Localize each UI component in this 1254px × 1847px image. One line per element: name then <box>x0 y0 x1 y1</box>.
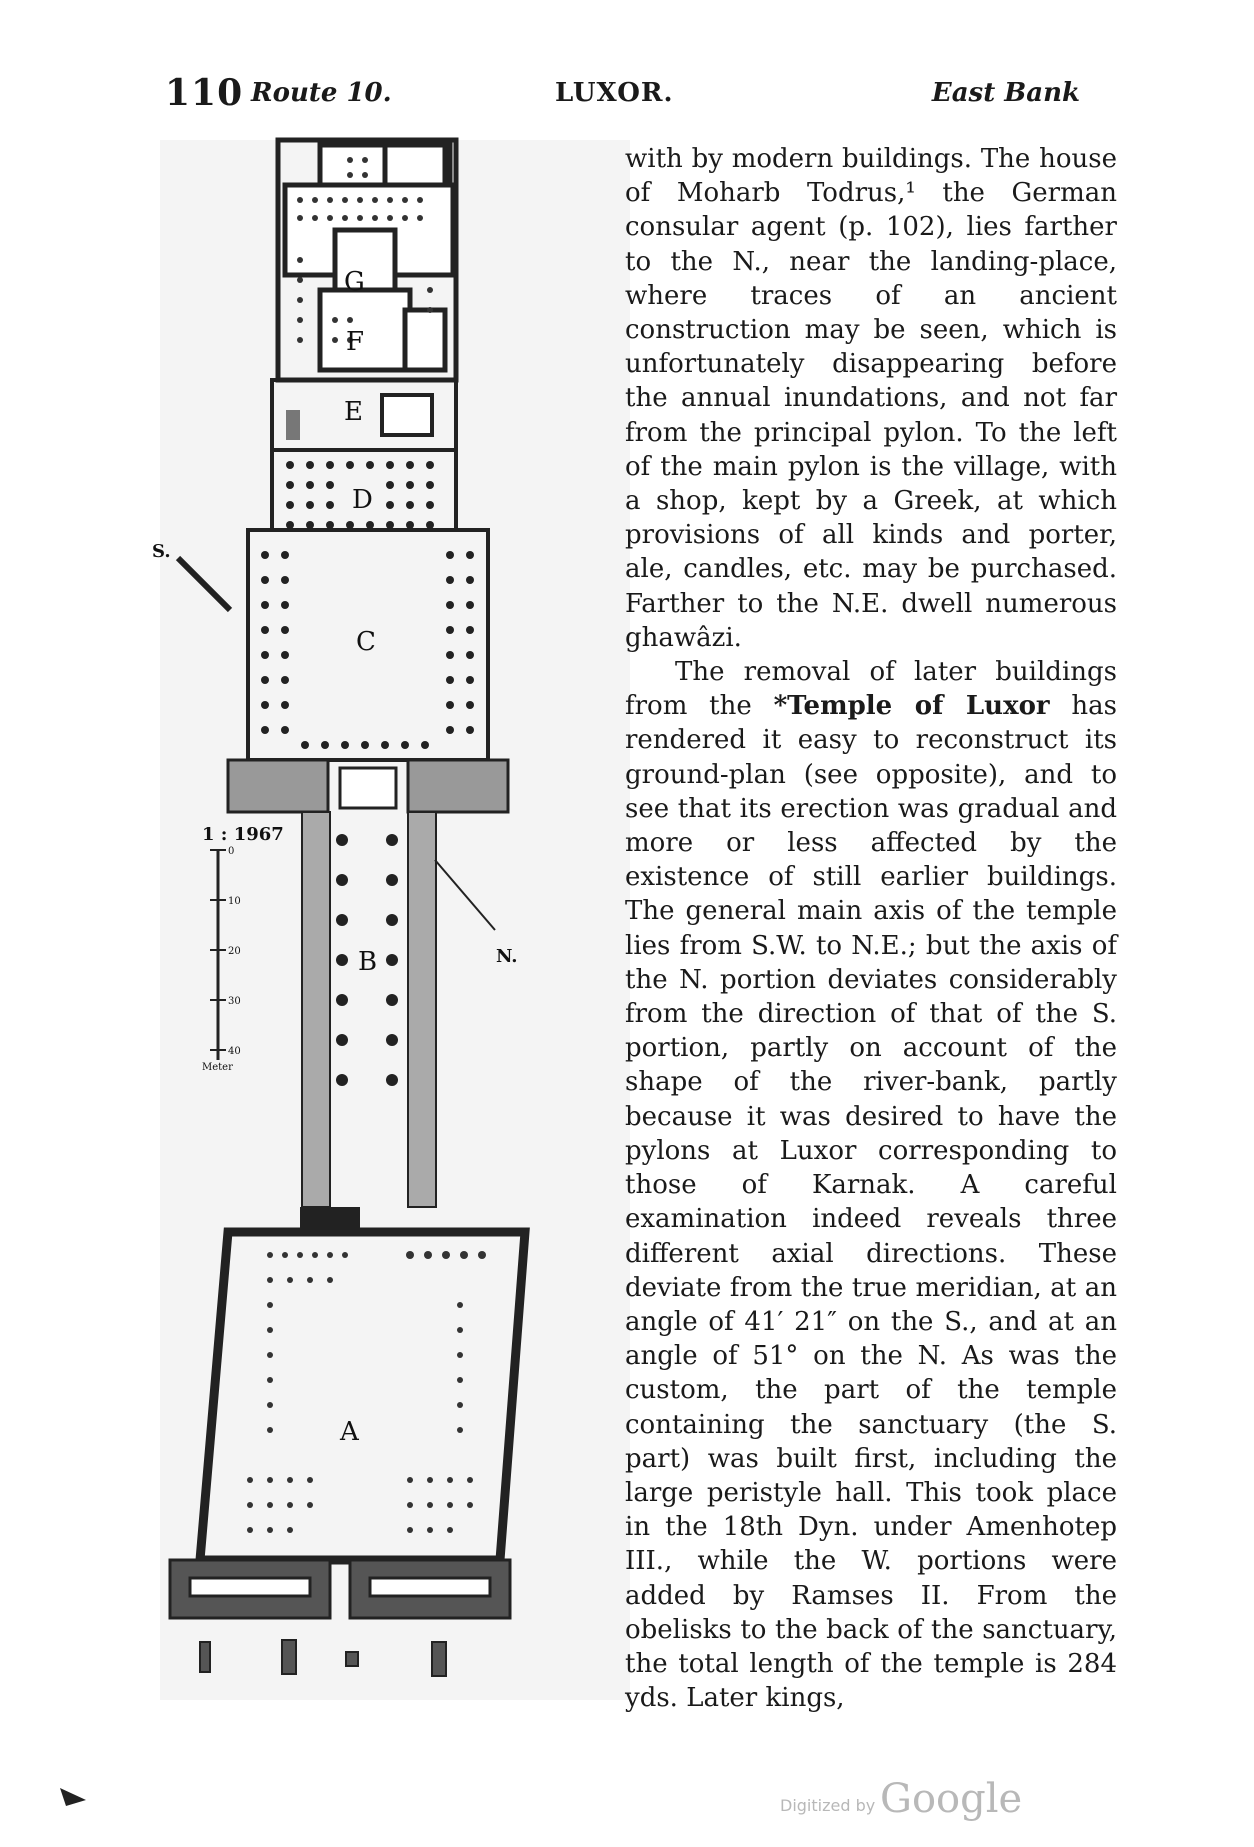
temple-of-luxor-heading: *Temple of Luxor <box>773 691 1050 722</box>
paragraph-1: with by modern buildings. The house of Moharb Todrus,¹ the German consular agent (p. 102), lies farther to the N., near the landing-place, where traces of an ancient construction may be seen, which is unfortunately disappearing before the annual inundations, and not far from the principal pylon. To the left of the main pylon is the village, with a shop, kept by a Greek, at which provisions of all kinds and porter, ale, candles, etc. may be purchased. Farther to the N.E. dwell numerous ghawâzi. <box>625 144 1117 653</box>
scale-tick-10: 10 <box>228 896 241 907</box>
scale-tick-30: 30 <box>228 996 241 1007</box>
scale-label: 1 : 1967 <box>202 824 284 845</box>
page-arrow-icon <box>60 1788 86 1806</box>
scale-tick-0: 0 <box>228 846 235 857</box>
running-header <box>165 72 1080 120</box>
google-logo: Google <box>880 1776 1023 1822</box>
temple-ground-plan <box>152 140 630 1735</box>
plan-label-f: F <box>346 327 365 357</box>
compass-south: S. <box>152 541 171 562</box>
plan-label-e: E <box>344 397 363 427</box>
section-label: East Bank <box>931 78 1080 108</box>
digitized-by-watermark <box>780 1776 1030 1826</box>
plan-label-g: G <box>344 267 365 297</box>
scale-tick-20: 20 <box>228 946 241 957</box>
paragraph-2-before: The removal of later buildings from the <box>625 657 1117 722</box>
pylon-c <box>228 760 508 812</box>
page-number: 110 <box>165 72 244 114</box>
paragraph-2-after: has rendered it easy to reconstruct its ground-plan (see opposite), and to see that its erection was gradual and more or less affected by the existence of still earlier buildings. The general main axis of the temple lies from S.W. to N.E.; but the axis of the N. portion deviates considerably from the direction of that of the S. portion, partly on account of the shape of the river-bank, partly because it was desired to have the pylons at Luxor corresponding to those of Karnak. A careful examination indeed reveals three different axial directions. These deviate from the true meridian, at an angle of 41′ 21″ on the S., and at an angle of 51° on the N. As was the custom, the part of the temple containing the sanctuary (the S. part) was built first, including the large peristyle hall. This took place in the 18th Dyn. under Amenhotep III., while the W. portions were added by Ramses II. From the obelisks to the back of the sanctuary, the total length of the temple is 284 yds. Later kings, <box>625 691 1118 1714</box>
body-text <box>625 142 1117 1715</box>
route-label: Route 10. <box>251 78 392 108</box>
plan-label-d: D <box>352 485 373 515</box>
paragraph-2 <box>625 655 1117 1715</box>
page-title: LUXOR. <box>555 78 674 108</box>
scale-tick-40: 40 <box>228 1046 241 1057</box>
plan-label-b: B <box>358 947 378 977</box>
scale-unit: Meter <box>202 1062 233 1073</box>
digitized-by-text: Digitized by <box>780 1796 876 1815</box>
compass-north: N. <box>496 946 518 967</box>
plan-label-c: C <box>356 627 376 657</box>
plan-label-a: A <box>340 1417 359 1447</box>
